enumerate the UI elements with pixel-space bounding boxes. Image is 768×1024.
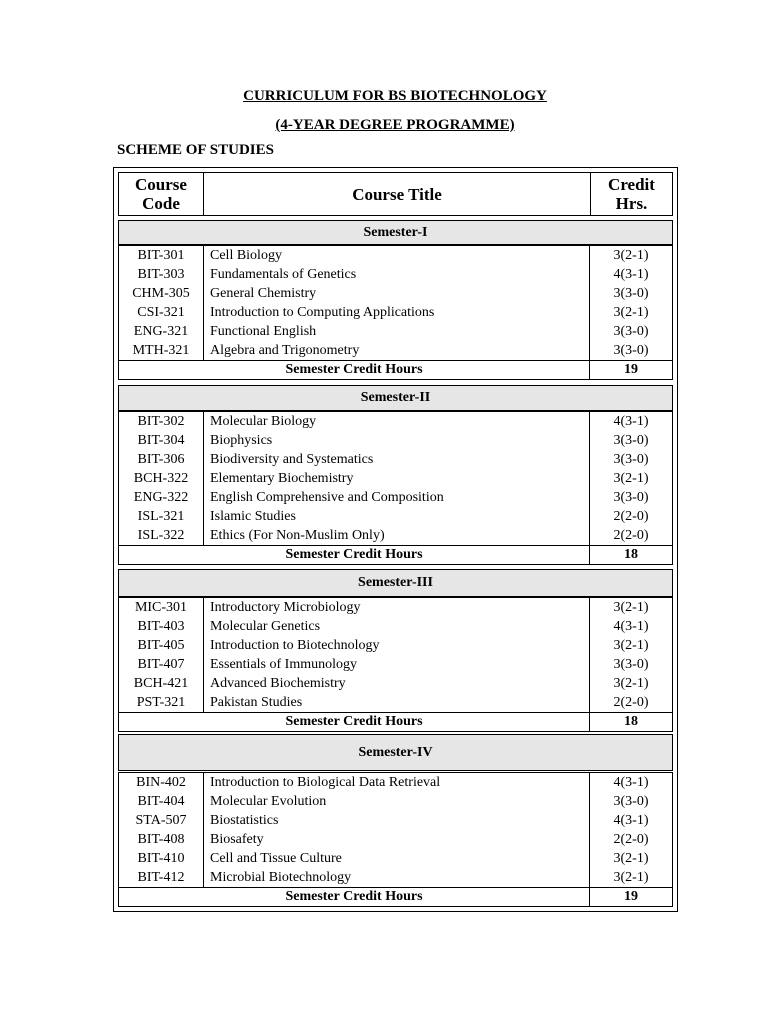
table-row bbox=[119, 284, 672, 303]
semester-total-label: Semester Credit Hours bbox=[119, 713, 590, 731]
credit-hours: 2(2-0) bbox=[613, 528, 649, 543]
credit-hours: 3(2-1) bbox=[613, 600, 649, 615]
table-row bbox=[119, 303, 672, 322]
table-row bbox=[119, 322, 672, 341]
header-credit-hours: Credit Hrs. bbox=[608, 175, 655, 213]
course-code: BIN-402 bbox=[119, 773, 204, 792]
credit-hours: 2(2-0) bbox=[613, 509, 649, 524]
course-title: Molecular Biology bbox=[204, 412, 590, 431]
course-code: MIC-301 bbox=[119, 598, 204, 617]
scheme-heading: SCHEME OF STUDIES bbox=[117, 142, 274, 158]
course-code: BIT-303 bbox=[119, 265, 204, 284]
table-row bbox=[119, 450, 672, 469]
table-row bbox=[119, 507, 672, 526]
course-code: CSI-321 bbox=[119, 303, 204, 322]
course-code: BIT-302 bbox=[119, 412, 204, 431]
course-title: Microbial Biotechnology bbox=[204, 868, 590, 887]
credit-hours: 3(2-1) bbox=[613, 870, 649, 885]
semester-course-list bbox=[118, 597, 673, 732]
table-row bbox=[119, 341, 672, 360]
table-row bbox=[119, 469, 672, 488]
table-row bbox=[119, 598, 672, 617]
course-title: Cell Biology bbox=[204, 246, 590, 265]
semester-total-value: 19 bbox=[624, 362, 638, 377]
header-course-title: Course Title bbox=[204, 173, 591, 215]
semester-total-label: Semester Credit Hours bbox=[119, 888, 590, 906]
table-row bbox=[119, 412, 672, 431]
table-row bbox=[119, 636, 672, 655]
course-title: Molecular Evolution bbox=[204, 792, 590, 811]
course-code: BIT-412 bbox=[119, 868, 204, 887]
course-code: BIT-410 bbox=[119, 849, 204, 868]
credit-hours: 3(2-1) bbox=[613, 305, 649, 320]
document-title: CURRICULUM FOR BS BIOTECHNOLOGY bbox=[243, 88, 547, 104]
course-code: CHM-305 bbox=[119, 284, 204, 303]
course-title: Biodiversity and Systematics bbox=[204, 450, 590, 469]
course-code: ENG-322 bbox=[119, 488, 204, 507]
course-title: General Chemistry bbox=[204, 284, 590, 303]
course-title: Advanced Biochemistry bbox=[204, 674, 590, 693]
course-title: Introductory Microbiology bbox=[204, 598, 590, 617]
table-row bbox=[119, 526, 672, 545]
course-code: ISL-321 bbox=[119, 507, 204, 526]
credit-hours: 3(3-0) bbox=[613, 490, 649, 505]
credit-hours: 3(2-1) bbox=[613, 638, 649, 653]
semester-heading: Semester-III bbox=[118, 569, 673, 597]
course-code: BIT-405 bbox=[119, 636, 204, 655]
table-row bbox=[119, 617, 672, 636]
semester-total-row bbox=[119, 887, 672, 906]
course-title: Introduction to Biological Data Retrieval bbox=[204, 773, 590, 792]
course-title: Algebra and Trigonometry bbox=[204, 341, 590, 360]
table-row bbox=[119, 674, 672, 693]
course-title: Ethics (For Non-Muslim Only) bbox=[204, 526, 590, 545]
table-row bbox=[119, 773, 672, 792]
course-title: Biosafety bbox=[204, 830, 590, 849]
credit-hours: 3(3-0) bbox=[613, 343, 649, 358]
course-code: BIT-304 bbox=[119, 431, 204, 450]
course-code: BIT-408 bbox=[119, 830, 204, 849]
credit-hours: 3(3-0) bbox=[613, 286, 649, 301]
credit-hours: 3(2-1) bbox=[613, 471, 649, 486]
credit-hours: 4(3-1) bbox=[613, 775, 649, 790]
course-title: Islamic Studies bbox=[204, 507, 590, 526]
credit-hours: 3(2-1) bbox=[613, 851, 649, 866]
semester-total-value: 18 bbox=[624, 714, 638, 729]
credit-hours: 3(2-1) bbox=[613, 248, 649, 263]
semester-total-row bbox=[119, 545, 672, 564]
semester-course-list bbox=[118, 772, 673, 907]
table-row bbox=[119, 488, 672, 507]
semester-total-label: Semester Credit Hours bbox=[119, 546, 590, 564]
course-code: BIT-407 bbox=[119, 655, 204, 674]
table-row bbox=[119, 811, 672, 830]
course-code: STA-507 bbox=[119, 811, 204, 830]
semester-course-list bbox=[118, 411, 673, 565]
course-code: BCH-421 bbox=[119, 674, 204, 693]
semester-total-row bbox=[119, 712, 672, 731]
credit-hours: 3(2-1) bbox=[613, 676, 649, 691]
table-header bbox=[118, 172, 673, 216]
semester-course-list bbox=[118, 245, 673, 380]
table-row bbox=[119, 431, 672, 450]
semester-total-value: 18 bbox=[624, 547, 638, 562]
table-row bbox=[119, 693, 672, 712]
course-title: Molecular Genetics bbox=[204, 617, 590, 636]
table-row bbox=[119, 265, 672, 284]
credit-hours: 2(2-0) bbox=[613, 832, 649, 847]
semester-total-row bbox=[119, 360, 672, 379]
table-row bbox=[119, 868, 672, 887]
course-title: Functional English bbox=[204, 322, 590, 341]
semester-total-value: 19 bbox=[624, 889, 638, 904]
credit-hours: 4(3-1) bbox=[613, 813, 649, 828]
table-row bbox=[119, 792, 672, 811]
semester-heading: Semester-IV bbox=[118, 734, 673, 771]
course-code: BIT-306 bbox=[119, 450, 204, 469]
course-code: BIT-301 bbox=[119, 246, 204, 265]
credit-hours: 4(3-1) bbox=[613, 267, 649, 282]
course-code: BCH-322 bbox=[119, 469, 204, 488]
course-title: Elementary Biochemistry bbox=[204, 469, 590, 488]
credit-hours: 3(3-0) bbox=[613, 794, 649, 809]
table-row bbox=[119, 849, 672, 868]
credit-hours: 2(2-0) bbox=[613, 695, 649, 710]
course-title: Cell and Tissue Culture bbox=[204, 849, 590, 868]
table-row bbox=[119, 655, 672, 674]
course-title: Essentials of Immunology bbox=[204, 655, 590, 674]
table-row bbox=[119, 246, 672, 265]
course-code: BIT-403 bbox=[119, 617, 204, 636]
course-title: Pakistan Studies bbox=[204, 693, 590, 712]
course-title: English Comprehensive and Composition bbox=[204, 488, 590, 507]
semester-heading: Semester-I bbox=[118, 220, 673, 245]
course-title: Introduction to Biotechnology bbox=[204, 636, 590, 655]
header-course-code: Course Code bbox=[119, 173, 204, 215]
credit-hours: 3(3-0) bbox=[613, 452, 649, 467]
credit-hours: 3(3-0) bbox=[613, 433, 649, 448]
course-code: MTH-321 bbox=[119, 341, 204, 360]
credit-hours: 3(3-0) bbox=[613, 324, 649, 339]
table-row bbox=[119, 830, 672, 849]
semester-total-label: Semester Credit Hours bbox=[119, 361, 590, 379]
document-subtitle: (4-YEAR DEGREE PROGRAMME) bbox=[275, 117, 515, 133]
credit-hours: 4(3-1) bbox=[613, 414, 649, 429]
course-title: Biophysics bbox=[204, 431, 590, 450]
course-code: ISL-322 bbox=[119, 526, 204, 545]
credit-hours: 3(3-0) bbox=[613, 657, 649, 672]
course-title: Introduction to Computing Applications bbox=[204, 303, 590, 322]
credit-hours: 4(3-1) bbox=[613, 619, 649, 634]
course-code: PST-321 bbox=[119, 693, 204, 712]
course-title: Fundamentals of Genetics bbox=[204, 265, 590, 284]
course-code: ENG-321 bbox=[119, 322, 204, 341]
semester-heading: Semester-II bbox=[118, 385, 673, 411]
course-code: BIT-404 bbox=[119, 792, 204, 811]
course-title: Biostatistics bbox=[204, 811, 590, 830]
